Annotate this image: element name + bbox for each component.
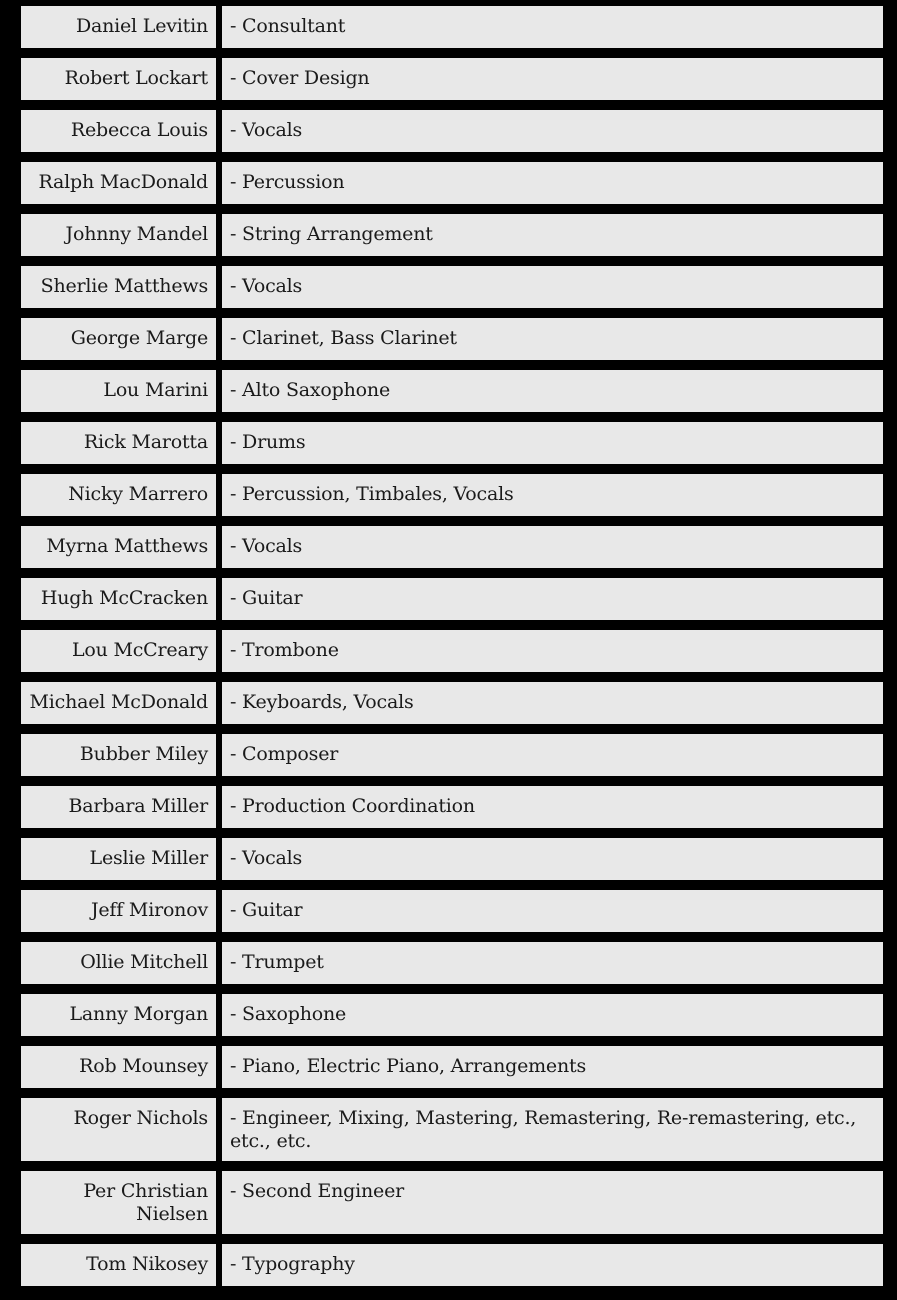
credit-role: - String Arrangement (222, 214, 883, 256)
credit-name: George Marge (21, 318, 216, 360)
credit-role: - Alto Saxophone (222, 370, 883, 412)
table-row (21, 1046, 883, 1088)
credit-name: Myrna Matthews (21, 526, 216, 568)
credit-role: - Guitar (222, 890, 883, 932)
credit-name: Tom Nikosey (21, 1244, 216, 1286)
table-row (21, 58, 883, 100)
table-row (21, 734, 883, 776)
credit-name: Hugh McCracken (21, 578, 216, 620)
credit-name: Bubber Miley (21, 734, 216, 776)
table-row (21, 318, 883, 360)
table-row (21, 630, 883, 672)
credit-name: Robert Lockart (21, 58, 216, 100)
credit-name: Johnny Mandel (21, 214, 216, 256)
table-row (21, 110, 883, 152)
table-row (21, 682, 883, 724)
credits-table (15, 0, 889, 1296)
table-row (21, 422, 883, 464)
credit-role: - Vocals (222, 110, 883, 152)
table-row (21, 786, 883, 828)
table-row (21, 266, 883, 308)
credit-role: - Trombone (222, 630, 883, 672)
credit-name: Lanny Morgan (21, 994, 216, 1036)
credit-name: Rebecca Louis (21, 110, 216, 152)
credit-name: Lou Marini (21, 370, 216, 412)
table-row (21, 214, 883, 256)
credit-role: - Percussion, Timbales, Vocals (222, 474, 883, 516)
credit-role: - Saxophone (222, 994, 883, 1036)
credit-role: - Guitar (222, 578, 883, 620)
credit-name: Rob Mounsey (21, 1046, 216, 1088)
credit-name: Lou McCreary (21, 630, 216, 672)
credit-name: Leslie Miller (21, 838, 216, 880)
credit-name: Ralph MacDonald (21, 162, 216, 204)
credit-role: - Trumpet (222, 942, 883, 984)
credit-role: - Typography (222, 1244, 883, 1286)
credit-role: - Percussion (222, 162, 883, 204)
table-row (21, 474, 883, 516)
table-row (21, 890, 883, 932)
credit-role: - Composer (222, 734, 883, 776)
credit-role: - Vocals (222, 526, 883, 568)
table-row (21, 838, 883, 880)
credit-name: Barbara Miller (21, 786, 216, 828)
table-row (21, 1171, 883, 1234)
credit-role: - Piano, Electric Piano, Arrangements (222, 1046, 883, 1088)
credit-name: Rick Marotta (21, 422, 216, 464)
credit-role: - Vocals (222, 266, 883, 308)
credit-role: - Consultant (222, 6, 883, 48)
credit-role: - Second Engineer (222, 1171, 883, 1234)
table-row (21, 162, 883, 204)
credit-role: - Keyboards, Vocals (222, 682, 883, 724)
credit-name: Michael McDonald (21, 682, 216, 724)
table-row (21, 526, 883, 568)
credit-name: Sherlie Matthews (21, 266, 216, 308)
credit-role: - Cover Design (222, 58, 883, 100)
credit-name: Nicky Marrero (21, 474, 216, 516)
credit-name: Ollie Mitchell (21, 942, 216, 984)
credit-role: - Production Coordination (222, 786, 883, 828)
table-row (21, 578, 883, 620)
table-row (21, 1244, 883, 1286)
credit-name: Per Christian Nielsen (21, 1171, 216, 1234)
credit-role: - Clarinet, Bass Clarinet (222, 318, 883, 360)
credit-name: Daniel Levitin (21, 6, 216, 48)
table-row (21, 994, 883, 1036)
credit-name: Jeff Mironov (21, 890, 216, 932)
credit-role: - Engineer, Mixing, Mastering, Remastering, Re-remastering, etc., etc., etc. (222, 1098, 883, 1161)
credit-role: - Vocals (222, 838, 883, 880)
table-row (21, 370, 883, 412)
table-row (21, 942, 883, 984)
credit-name: Roger Nichols (21, 1098, 216, 1161)
table-row (21, 1098, 883, 1161)
credit-role: - Drums (222, 422, 883, 464)
table-row (21, 6, 883, 48)
